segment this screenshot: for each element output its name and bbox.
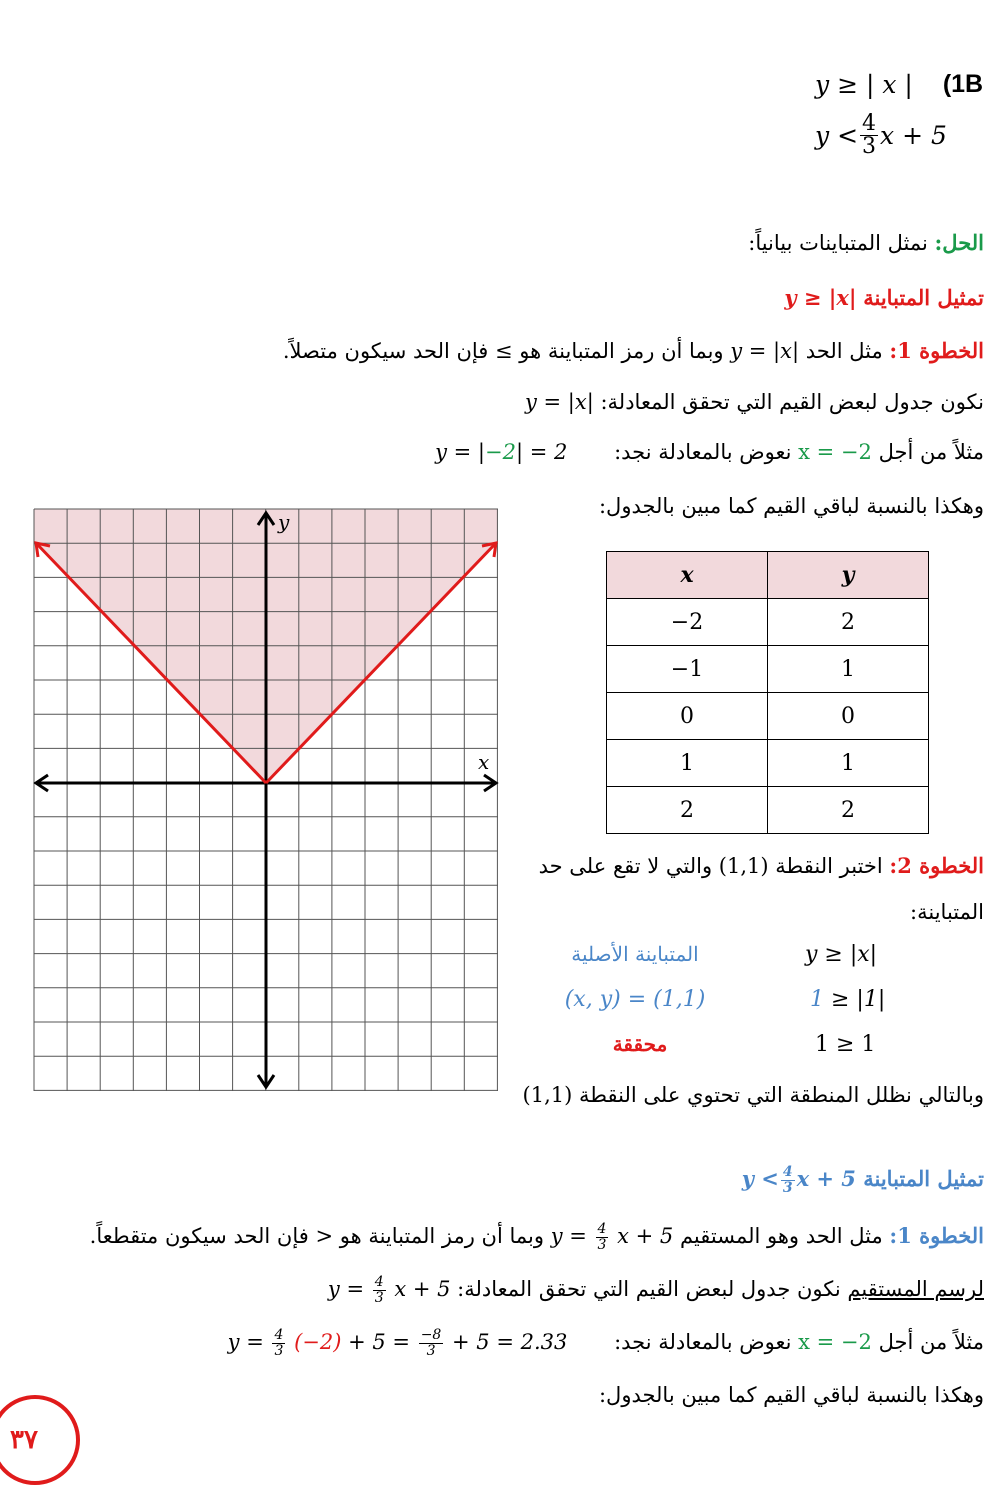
part2-heading-text: تمثيل المتباينة [863, 1166, 984, 1191]
part2-example-x: x = −2 [798, 1330, 872, 1354]
part2-step1-text-b: وبما أن رمز المتباينة هو < فإن الحد سيكون متقطعاً. [89, 1224, 545, 1248]
calc-neg8: −8 [420, 1327, 442, 1343]
table-header-x: x [607, 552, 768, 599]
ineq2-rhs: x + 5 [880, 121, 947, 150]
table-row [607, 693, 929, 740]
table-cell: −2 [607, 599, 768, 646]
table-row [607, 787, 929, 834]
part2-intro-underlined: لرسم المستقيم [847, 1277, 984, 1301]
table-cell: 2 [768, 787, 929, 834]
step2-label: الخطوة 2: [889, 853, 984, 878]
part2-example-calc: y = $\frac{4}{3}$ (−2) + 5 = $\frac{-8}{3}$ + 5 = 2.33 [227, 1327, 568, 1359]
page-number: ٣٧ [10, 1425, 38, 1455]
step1-text-b: وبما أن رمز المتباينة هو ≥ فإن الحد سيكون متصلاً. [282, 339, 724, 363]
inequality-graph [30, 505, 502, 1095]
part1-conclusion: وبالتالي نظلل المنطقة التي تحتوي على النقطة (1,1) [522, 1083, 984, 1107]
values-table [606, 551, 929, 834]
graph-xlabel: x [478, 750, 490, 774]
frac-num: 4 [862, 111, 877, 136]
table-row [607, 740, 929, 787]
part2-step1 [90, 1222, 984, 1253]
check-right-1: (x, y) = (1,1) [564, 987, 706, 1012]
inequality-2 [815, 113, 983, 158]
calc-b: −2 [485, 440, 516, 464]
part1-heading [784, 285, 984, 310]
part2-intro-math: y = $\frac{4}{3}$ x + 5 [327, 1274, 451, 1306]
check-right-2: محققة [612, 1032, 668, 1056]
part1-heading-text: تمثيل المتباينة [863, 285, 984, 310]
part2-example-mid: نعوض بالمعادلة نجد: [614, 1330, 792, 1354]
frac-den: 3 [862, 134, 877, 159]
check-left-2: 1 ≥ 1 [815, 1032, 876, 1057]
table-intro-math: y = |x| [524, 390, 594, 414]
part1-rest: وهكذا بالنسبة لباقي القيم كما مبين بالجدول: [598, 494, 984, 518]
table-cell: 0 [768, 693, 929, 740]
problem-label: (1B [942, 70, 984, 98]
part2-heading [742, 1165, 984, 1196]
calc-c: | = 2 [515, 440, 568, 464]
part1-step1 [283, 338, 984, 363]
table-header-y: y [768, 552, 929, 599]
part1-step2 [539, 853, 984, 878]
check-left-0: y ≥ |x| [805, 942, 878, 967]
part2-heading-math: y < $\frac{4}{3}$ x + 5 [741, 1164, 856, 1196]
calc-neg: (−2) [294, 1330, 342, 1354]
check-left-1: 1 ≥ |1| [810, 987, 886, 1012]
part2-intro-text: نكون جدول لبعض القيم التي تحقق المعادلة: [457, 1277, 841, 1301]
part2-rest: وهكذا بالنسبة لباقي القيم كما مبين بالجدول: [598, 1383, 984, 1407]
table-cell: 1 [768, 740, 929, 787]
part1-heading-math: y ≥ |x| [784, 285, 857, 310]
part2-math-rhs: x + 5 [796, 1166, 856, 1191]
example-prefix: مثلاً من أجل [878, 440, 984, 464]
example-mid: نعوض بالمعادلة نجد: [614, 440, 792, 464]
example-x: x = −2 [798, 440, 872, 464]
ineq2-lhs: y < [815, 121, 859, 150]
table-row [607, 599, 929, 646]
part2-example-prefix: مثلاً من أجل [878, 1330, 984, 1354]
graph-ylabel: y [278, 510, 290, 534]
part1-table-intro [525, 390, 984, 414]
table-intro-text: نكون جدول لبعض القيم التي تحقق المعادلة: [600, 390, 984, 414]
table-cell: 2 [607, 787, 768, 834]
table-header-row [607, 552, 929, 599]
ineq2-fraction [860, 113, 878, 158]
step1-label: الخطوة 1: [889, 338, 984, 363]
table-row [607, 646, 929, 693]
part1-example [435, 440, 984, 464]
table-cell: −1 [607, 646, 768, 693]
problem-statement [815, 70, 983, 158]
part1-step2-cont: المتباينة: [910, 900, 984, 924]
inequality-1: y ≥ | x | [815, 70, 913, 99]
table-cell: 0 [607, 693, 768, 740]
table-cell: 1 [768, 646, 929, 693]
example-calc [435, 440, 567, 464]
solution-text: نمثل المتباينات بيانياً: [748, 231, 928, 255]
calc-result: + 5 = 2.33 [452, 1330, 568, 1354]
step1-text-a: مثل الحد [805, 339, 883, 363]
table-cell: 2 [768, 599, 929, 646]
part2-step1-label: الخطوة 1: [889, 1223, 984, 1248]
part2-step1-math: y = $\frac{4}{3}$ x + 5 [550, 1221, 674, 1253]
check-right-0: المتباينة الأصلية [571, 942, 699, 966]
step2-text: اختبر النقطة (1,1) والتي لا تقع على حد [538, 854, 883, 878]
part2-example [228, 1328, 984, 1359]
part2-table-intro [328, 1275, 984, 1306]
step1-math: y = |x| [730, 339, 800, 363]
calc-a: y = | [435, 440, 486, 464]
solution-line [748, 230, 984, 255]
part2-math-lhs: y < [741, 1166, 779, 1191]
part2-step1-text-a: مثل الحد وهو المستقيم [679, 1224, 883, 1248]
table-cell: 1 [607, 740, 768, 787]
solution-label: الحل: [934, 230, 984, 255]
